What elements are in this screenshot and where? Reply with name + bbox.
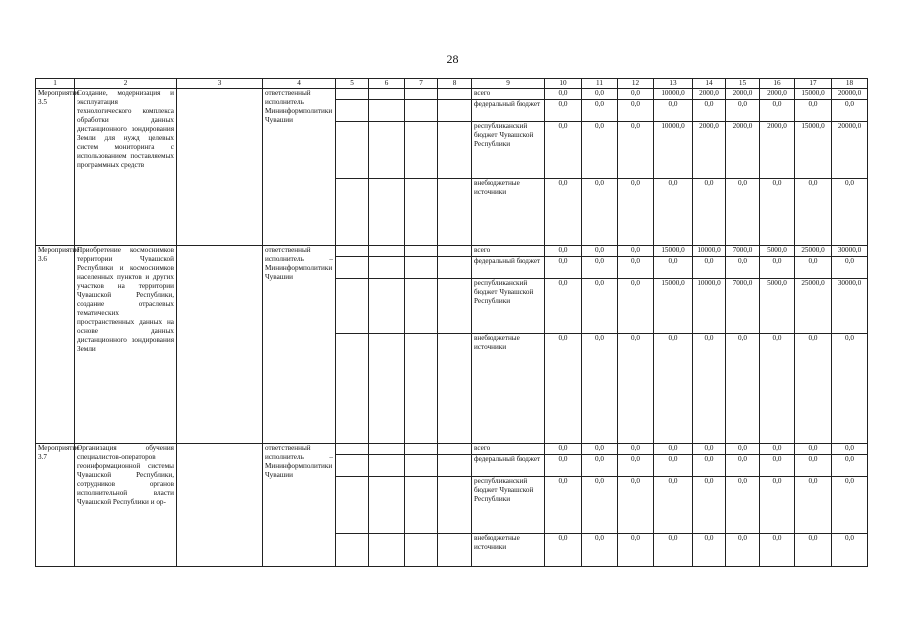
value-cell: 0,0	[545, 122, 582, 179]
measure-name: Мероприятие 3.5	[36, 89, 75, 246]
code-cell	[438, 279, 472, 334]
value-cell: 0,0	[726, 455, 760, 477]
code-cell	[369, 89, 405, 100]
measure-executor: ответственный исполнитель – Мининформполитики Чувашии	[263, 444, 336, 567]
value-cell: 0,0	[618, 179, 654, 246]
value-cell: 25000,0	[795, 279, 832, 334]
code-cell	[336, 89, 369, 100]
code-cell	[369, 100, 405, 122]
code-cell	[369, 534, 405, 567]
value-cell: 0,0	[545, 279, 582, 334]
value-cell: 0,0	[654, 257, 693, 279]
code-cell	[438, 179, 472, 246]
value-cell: 0,0	[693, 257, 726, 279]
funding-source: республиканский бюджет Чувашской Республики	[472, 279, 545, 334]
measure-description: Организация обучения специалистов-операторов геоинформационной системы Чувашской Республики, сотрудников органов исполнительной власти Чувашской Республики и ор-	[75, 444, 177, 567]
value-cell: 30000,0	[832, 246, 868, 257]
value-cell: 0,0	[693, 477, 726, 534]
col-header: 17	[795, 79, 832, 89]
value-cell: 0,0	[832, 455, 868, 477]
funding-source: республиканский бюджет Чувашской Республики	[472, 477, 545, 534]
value-cell: 0,0	[618, 477, 654, 534]
value-cell: 0,0	[795, 334, 832, 444]
value-cell: 0,0	[582, 257, 618, 279]
value-cell: 0,0	[795, 100, 832, 122]
code-cell	[336, 444, 369, 455]
value-cell: 0,0	[726, 179, 760, 246]
value-cell: 0,0	[545, 179, 582, 246]
measure-executor: ответственный исполнитель – Мининформполитики Чувашии	[263, 246, 336, 444]
value-cell: 10000,0	[654, 89, 693, 100]
value-cell: 0,0	[693, 444, 726, 455]
code-cell	[336, 279, 369, 334]
code-cell	[336, 257, 369, 279]
program-measures-table	[35, 78, 868, 567]
value-cell: 10000,0	[693, 279, 726, 334]
value-cell: 0,0	[760, 334, 795, 444]
value-cell: 0,0	[582, 179, 618, 246]
value-cell: 0,0	[582, 100, 618, 122]
code-cell	[369, 257, 405, 279]
code-cell	[405, 279, 438, 334]
value-cell: 0,0	[545, 477, 582, 534]
value-cell: 2000,0	[726, 89, 760, 100]
value-cell: 7000,0	[726, 279, 760, 334]
funding-source: всего	[472, 89, 545, 100]
value-cell: 0,0	[618, 257, 654, 279]
measure-col-3	[177, 246, 263, 444]
value-cell: 0,0	[618, 279, 654, 334]
code-cell	[438, 246, 472, 257]
value-cell: 0,0	[760, 534, 795, 567]
funding-source: федеральный бюджет	[472, 257, 545, 279]
value-cell: 0,0	[760, 477, 795, 534]
value-cell: 0,0	[760, 455, 795, 477]
code-cell	[438, 89, 472, 100]
value-cell: 20000,0	[832, 122, 868, 179]
value-cell: 5000,0	[760, 279, 795, 334]
value-cell: 0,0	[545, 534, 582, 567]
code-cell	[336, 477, 369, 534]
value-cell: 0,0	[545, 100, 582, 122]
value-cell: 0,0	[618, 455, 654, 477]
col-header: 5	[336, 79, 369, 89]
code-cell	[336, 246, 369, 257]
funding-source: внебюджетные источники	[472, 334, 545, 444]
value-cell: 0,0	[654, 444, 693, 455]
measure-col-3	[177, 444, 263, 567]
value-cell: 20000,0	[832, 89, 868, 100]
column-numbers-row	[36, 79, 868, 89]
value-cell: 0,0	[618, 334, 654, 444]
value-cell: 2000,0	[693, 122, 726, 179]
value-cell: 0,0	[654, 100, 693, 122]
value-cell: 0,0	[693, 455, 726, 477]
code-cell	[369, 334, 405, 444]
code-cell	[438, 455, 472, 477]
value-cell: 2000,0	[726, 122, 760, 179]
value-cell: 0,0	[545, 444, 582, 455]
value-cell: 15000,0	[654, 246, 693, 257]
measure-name: Мероприятие 3.6	[36, 246, 75, 444]
value-cell: 0,0	[795, 455, 832, 477]
value-cell: 0,0	[582, 89, 618, 100]
value-cell: 0,0	[726, 100, 760, 122]
measure-name: Мероприятие 3.7	[36, 444, 75, 567]
funding-source: всего	[472, 444, 545, 455]
value-cell: 5000,0	[760, 246, 795, 257]
funding-source: республиканский бюджет Чувашской Республики	[472, 122, 545, 179]
code-cell	[438, 534, 472, 567]
value-cell: 0,0	[795, 179, 832, 246]
value-cell: 0,0	[726, 534, 760, 567]
measure-description: Приобретение космоснимков территории Чувашской Республики и космоснимков населенных пунктов и других участков на территории Чувашской Республики, создание отраслевых тематических пространственных данных на основе данных дистанционного зондирования Земли	[75, 246, 177, 444]
value-cell: 15000,0	[795, 89, 832, 100]
value-cell: 0,0	[832, 334, 868, 444]
code-cell	[405, 455, 438, 477]
value-cell: 0,0	[618, 122, 654, 179]
code-cell	[336, 122, 369, 179]
value-cell: 0,0	[760, 179, 795, 246]
value-cell: 0,0	[545, 455, 582, 477]
value-cell: 0,0	[832, 477, 868, 534]
col-header: 3	[177, 79, 263, 89]
code-cell	[369, 444, 405, 455]
code-cell	[405, 477, 438, 534]
funding-source: федеральный бюджет	[472, 455, 545, 477]
value-cell: 0,0	[582, 477, 618, 534]
col-header: 10	[545, 79, 582, 89]
col-header: 14	[693, 79, 726, 89]
value-cell: 0,0	[654, 334, 693, 444]
value-cell: 2000,0	[693, 89, 726, 100]
code-cell	[405, 89, 438, 100]
value-cell: 0,0	[726, 334, 760, 444]
value-cell: 0,0	[693, 179, 726, 246]
col-header: 6	[369, 79, 405, 89]
value-cell: 0,0	[726, 257, 760, 279]
value-cell: 0,0	[582, 455, 618, 477]
value-cell: 0,0	[654, 179, 693, 246]
value-cell: 0,0	[832, 257, 868, 279]
code-cell	[336, 100, 369, 122]
funding-source: федеральный бюджет	[472, 100, 545, 122]
code-cell	[438, 477, 472, 534]
measure-description: Создание, модернизация и эксплуатация технологического комплекса обработки данных дистанционного зондирования Земли для нужд целевых систем мониторинга с использованием поставляемых программных средств	[75, 89, 177, 246]
value-cell: 0,0	[795, 444, 832, 455]
code-cell	[405, 122, 438, 179]
value-cell: 0,0	[545, 246, 582, 257]
value-cell: 0,0	[618, 246, 654, 257]
value-cell: 15000,0	[795, 122, 832, 179]
value-cell: 0,0	[795, 257, 832, 279]
funding-source: внебюджетные источники	[472, 179, 545, 246]
col-header: 18	[832, 79, 868, 89]
value-cell: 0,0	[693, 334, 726, 444]
measure-row	[36, 444, 868, 455]
code-cell	[369, 279, 405, 334]
value-cell: 0,0	[582, 334, 618, 444]
col-header: 7	[405, 79, 438, 89]
value-cell: 0,0	[760, 100, 795, 122]
col-header: 16	[760, 79, 795, 89]
code-cell	[405, 246, 438, 257]
col-header: 9	[472, 79, 545, 89]
value-cell: 0,0	[545, 334, 582, 444]
value-cell: 0,0	[693, 100, 726, 122]
col-header: 15	[726, 79, 760, 89]
measure-executor: ответственный исполнитель Мининформполитики Чувашии	[263, 89, 336, 246]
col-header: 8	[438, 79, 472, 89]
code-cell	[336, 179, 369, 246]
value-cell: 2000,0	[760, 122, 795, 179]
value-cell: 0,0	[832, 444, 868, 455]
code-cell	[405, 179, 438, 246]
value-cell: 0,0	[582, 534, 618, 567]
code-cell	[336, 334, 369, 444]
value-cell: 15000,0	[654, 279, 693, 334]
col-header: 2	[75, 79, 177, 89]
value-cell: 0,0	[726, 444, 760, 455]
measure-col-3	[177, 89, 263, 246]
value-cell: 0,0	[618, 444, 654, 455]
value-cell: 2000,0	[760, 89, 795, 100]
value-cell: 25000,0	[795, 246, 832, 257]
code-cell	[438, 444, 472, 455]
code-cell	[336, 455, 369, 477]
code-cell	[369, 179, 405, 246]
value-cell: 0,0	[795, 534, 832, 567]
value-cell: 0,0	[582, 122, 618, 179]
code-cell	[336, 534, 369, 567]
code-cell	[438, 122, 472, 179]
value-cell: 0,0	[582, 444, 618, 455]
col-header: 13	[654, 79, 693, 89]
code-cell	[405, 534, 438, 567]
code-cell	[405, 334, 438, 444]
col-header: 11	[582, 79, 618, 89]
code-cell	[369, 246, 405, 257]
value-cell: 0,0	[545, 257, 582, 279]
value-cell: 0,0	[582, 279, 618, 334]
value-cell: 0,0	[618, 534, 654, 567]
value-cell: 0,0	[654, 455, 693, 477]
value-cell: 30000,0	[832, 279, 868, 334]
code-cell	[369, 122, 405, 179]
measure-row	[36, 89, 868, 100]
value-cell: 0,0	[693, 534, 726, 567]
value-cell: 7000,0	[726, 246, 760, 257]
value-cell: 10000,0	[693, 246, 726, 257]
value-cell: 0,0	[832, 179, 868, 246]
col-header: 1	[36, 79, 75, 89]
value-cell: 0,0	[795, 477, 832, 534]
code-cell	[369, 477, 405, 534]
page-number: 28	[446, 52, 459, 66]
value-cell: 0,0	[582, 246, 618, 257]
value-cell: 0,0	[760, 444, 795, 455]
code-cell	[405, 100, 438, 122]
value-cell: 0,0	[545, 89, 582, 100]
value-cell: 0,0	[760, 257, 795, 279]
value-cell: 0,0	[726, 477, 760, 534]
funding-source: внебюджетные источники	[472, 534, 545, 567]
col-header: 4	[263, 79, 336, 89]
code-cell	[438, 100, 472, 122]
value-cell: 0,0	[618, 100, 654, 122]
code-cell	[405, 444, 438, 455]
measure-row	[36, 246, 868, 257]
value-cell: 0,0	[832, 100, 868, 122]
col-header: 12	[618, 79, 654, 89]
code-cell	[438, 334, 472, 444]
value-cell: 0,0	[654, 534, 693, 567]
code-cell	[405, 257, 438, 279]
value-cell: 0,0	[618, 89, 654, 100]
value-cell: 0,0	[832, 534, 868, 567]
value-cell: 10000,0	[654, 122, 693, 179]
funding-source: всего	[472, 246, 545, 257]
code-cell	[438, 257, 472, 279]
value-cell: 0,0	[654, 477, 693, 534]
code-cell	[369, 455, 405, 477]
